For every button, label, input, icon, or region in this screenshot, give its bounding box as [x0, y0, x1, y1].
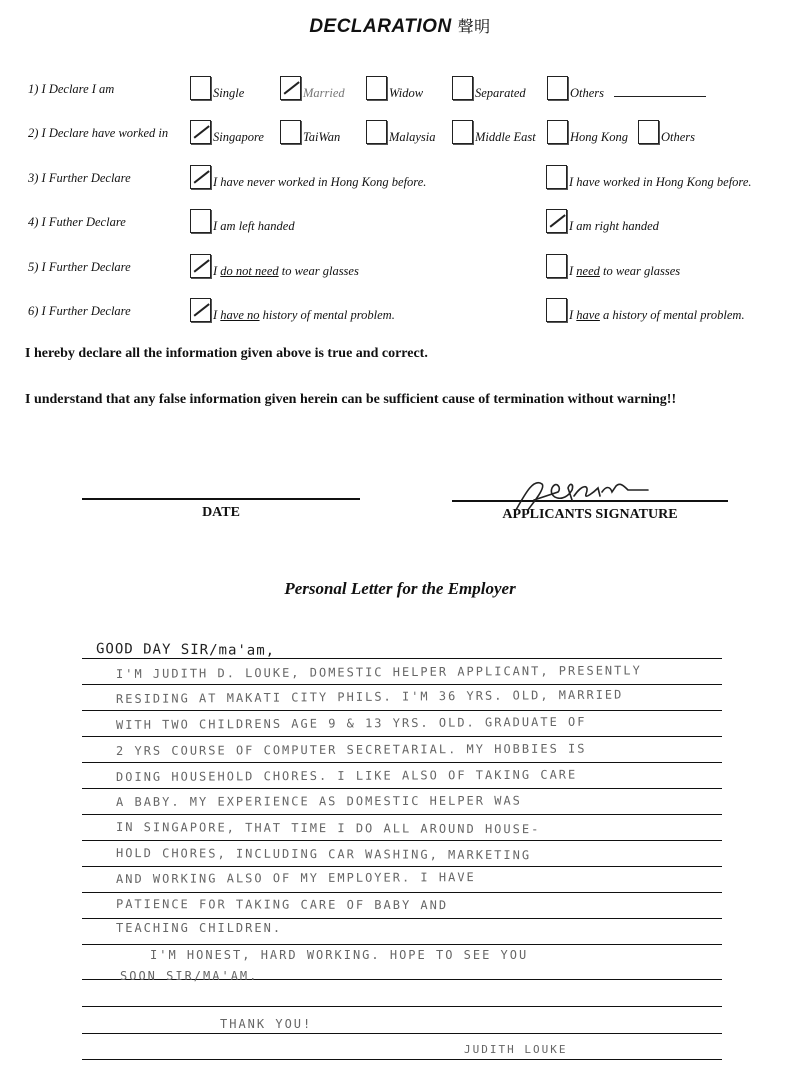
letter-line: PATIENCE FOR TAKING CARE OF BABY AND	[115, 897, 449, 913]
option-label: Others	[570, 86, 605, 100]
option-others-country[interactable]	[638, 120, 695, 144]
checkbox[interactable]	[546, 298, 567, 322]
ruled-line	[82, 788, 722, 789]
option-label: I am right handed	[569, 219, 659, 233]
checkbox-checked[interactable]	[190, 298, 211, 322]
others-blank[interactable]	[614, 96, 706, 97]
checkbox-checked[interactable]	[546, 209, 567, 233]
option-label: Married	[303, 86, 345, 100]
option-label: I have worked in Hong Kong before.	[569, 175, 752, 189]
ruled-line	[82, 762, 722, 763]
checkbox[interactable]	[366, 76, 387, 100]
checkbox[interactable]	[190, 76, 211, 100]
letter-title: Personal Letter for the Employer	[284, 579, 516, 598]
letter-signoff: JUDITH LOUKE	[464, 1043, 568, 1056]
option-label: Malaysia	[389, 130, 436, 144]
question-mental-health	[0, 296, 800, 326]
option-label: I have never worked in Hong Kong before.	[213, 175, 427, 189]
ruled-line	[82, 1006, 722, 1007]
title-cjk: 聲明	[457, 17, 491, 36]
option-widow[interactable]	[366, 76, 423, 100]
checkbox[interactable]	[452, 120, 473, 144]
option-singapore[interactable]	[190, 120, 264, 144]
ruled-line	[82, 1033, 722, 1034]
checkbox[interactable]	[546, 165, 567, 189]
option-label: Middle East	[475, 130, 536, 144]
checkbox-checked[interactable]	[190, 120, 211, 144]
ruled-line	[82, 840, 722, 841]
option-label: Single	[213, 86, 245, 100]
option-label: Separated	[475, 86, 526, 100]
checkbox-checked[interactable]	[190, 165, 211, 189]
checkbox[interactable]	[547, 120, 568, 144]
letter-line: I'M JUDITH D. LOUKE, DOMESTIC HELPER APPLICANT, PRESENTLY	[115, 663, 642, 681]
question-label: 4) I Futher Declare	[28, 215, 126, 229]
checkbox[interactable]	[638, 120, 659, 144]
handwritten-signature	[512, 470, 652, 520]
option-others[interactable]	[547, 76, 706, 100]
option-no-mental-history[interactable]	[190, 298, 395, 322]
option-mental-history[interactable]	[546, 298, 745, 322]
letter-line: I'M HONEST, HARD WORKING. HOPE TO SEE YOU	[150, 948, 529, 962]
checkbox-checked[interactable]	[190, 254, 211, 278]
letter-line: AND WORKING ALSO OF MY EMPLOYER. I HAVE	[115, 870, 476, 886]
question-label: 5) I Further Declare	[28, 260, 131, 274]
option-label: Others	[661, 130, 696, 144]
ruled-line	[82, 710, 722, 711]
option-label: I have a history of mental problem.	[569, 308, 745, 322]
checkbox-checked[interactable]	[280, 76, 301, 100]
option-needs-glasses[interactable]	[546, 254, 680, 278]
option-label: I do not need to wear glasses	[213, 264, 359, 278]
option-left-handed[interactable]	[190, 209, 295, 233]
ruled-line	[82, 918, 722, 919]
option-never-worked-hk[interactable]	[190, 165, 426, 189]
ruled-line	[82, 814, 722, 815]
ruled-line	[82, 892, 722, 893]
title-text: DECLARATION	[309, 16, 452, 37]
checkbox[interactable]	[547, 76, 568, 100]
letter-line: THANK YOU!	[220, 1017, 313, 1031]
date-line[interactable]	[82, 498, 360, 500]
option-no-glasses[interactable]	[190, 254, 359, 278]
letter-line: DOING HOUSEHOLD CHORES. I LIKE ALSO OF TAKING CARE	[115, 767, 578, 784]
letter-line: IN SINGAPORE, THAT TIME I DO ALL AROUND HOUSE-	[115, 820, 541, 837]
page-title	[0, 14, 800, 38]
option-label: Singapore	[213, 130, 264, 144]
option-separated[interactable]	[452, 76, 526, 100]
checkbox[interactable]	[280, 120, 301, 144]
question-handedness	[0, 207, 800, 237]
option-label: TaiWan	[303, 130, 341, 144]
question-label: 3) I Further Declare	[28, 171, 131, 185]
option-married[interactable]	[280, 76, 345, 100]
ruled-line	[82, 684, 722, 685]
ruled-line	[82, 944, 722, 945]
letter-line: SOON SIR/MA'AM.	[120, 969, 259, 983]
question-marital-status	[0, 74, 800, 104]
option-label: Widow	[389, 86, 424, 100]
ruled-line	[82, 658, 722, 659]
letter-line: WITH TWO CHILDRENS AGE 9 & 13 YRS. OLD. GRADUATE OF	[115, 714, 587, 732]
option-malaysia[interactable]	[366, 120, 436, 144]
question-label: 1) I Declare I am	[28, 82, 115, 96]
letter-line: A BABY. MY EXPERIENCE AS DOMESTIC HELPER WAS	[115, 793, 522, 809]
option-label: I need to wear glasses	[569, 264, 681, 278]
checkbox[interactable]	[190, 209, 211, 233]
checkbox[interactable]	[546, 254, 567, 278]
question-worked-in	[0, 118, 800, 148]
question-glasses	[0, 252, 800, 282]
question-label: 6) I Further Declare	[28, 304, 131, 318]
option-taiwan[interactable]	[280, 120, 340, 144]
option-label: Hong Kong	[570, 130, 628, 144]
ruled-line	[82, 866, 722, 867]
truth-statement: I hereby declare all the information given above is true and correct.	[25, 346, 428, 361]
option-hong-kong[interactable]	[547, 120, 628, 144]
checkbox[interactable]	[452, 76, 473, 100]
option-worked-hk[interactable]	[546, 165, 752, 189]
signature-label: APPLICANTS SIGNATURE	[502, 507, 678, 522]
ruled-line	[82, 1059, 722, 1060]
option-middle-east[interactable]	[452, 120, 536, 144]
checkbox[interactable]	[366, 120, 387, 144]
option-single[interactable]	[190, 76, 244, 100]
question-hk-history	[0, 163, 800, 193]
letter-line: 2 YRS COURSE OF COMPUTER SECRETARIAL. MY HOBBIES IS	[115, 741, 587, 758]
letter-line: GOOD DAY SIR/ma'am,	[95, 641, 276, 659]
letter-line: RESIDING AT MAKATI CITY PHILS. I'M 36 YRS. OLD, MARRIED	[115, 687, 624, 706]
question-label: 2) I Declare have worked in	[28, 126, 169, 140]
ruled-line	[82, 736, 722, 737]
letter-line: TEACHING CHILDREN.	[116, 921, 283, 935]
false-info-warning: I understand that any false information given herein can be sufficient cause of termination without warning!!	[25, 392, 677, 407]
option-label: I am left handed	[213, 219, 295, 233]
option-right-handed[interactable]	[546, 209, 659, 233]
letter-line: HOLD CHORES, INCLUDING CAR WASHING, MARKETING	[115, 846, 532, 863]
option-label: I have no history of mental problem.	[213, 308, 395, 322]
date-label: DATE	[202, 505, 240, 520]
